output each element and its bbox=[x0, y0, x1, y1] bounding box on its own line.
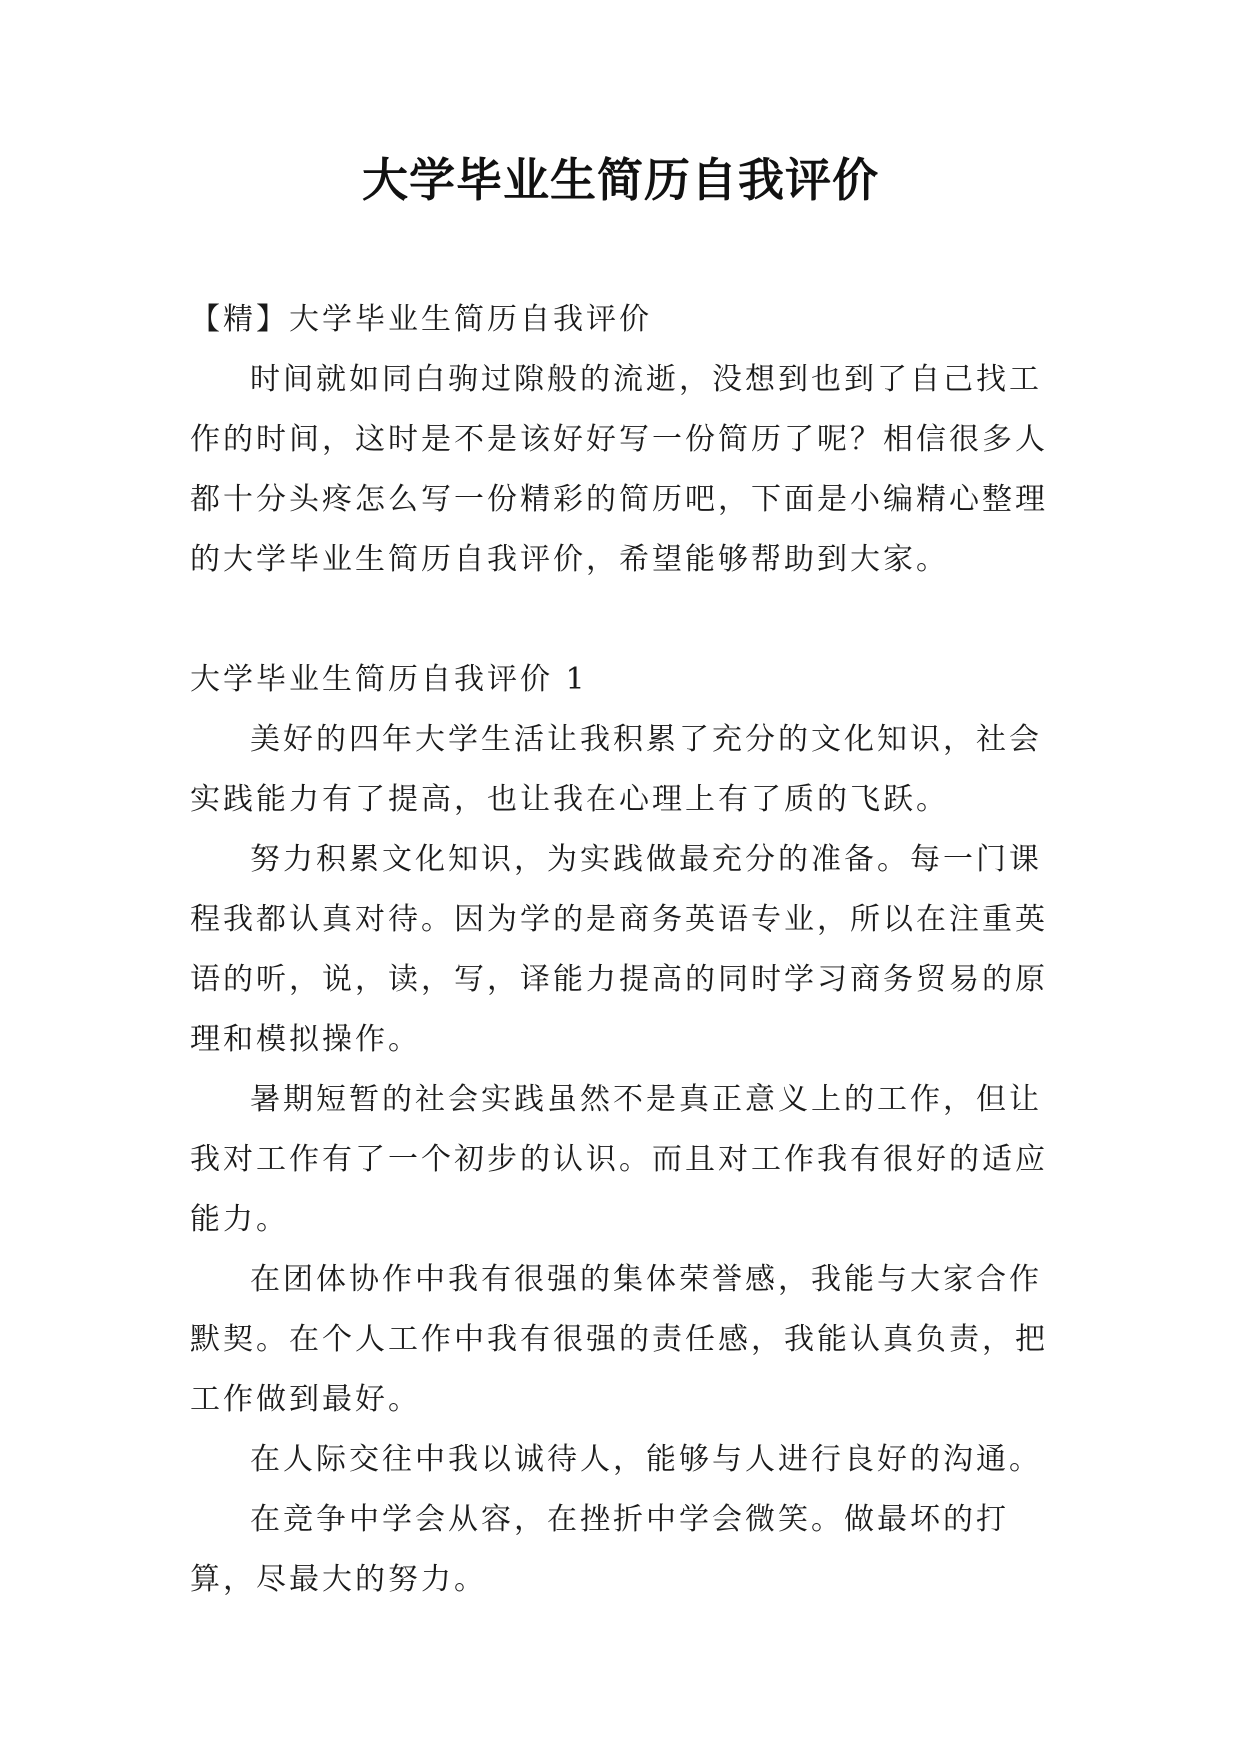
paragraph: 在竞争中学会从容，在挫折中学会微笑。做最坏的打算，尽最大的努力。 bbox=[190, 1502, 1009, 1597]
document-subtitle: 【精】大学毕业生简历自我评价 bbox=[190, 302, 652, 337]
document-title: 大学毕业生简历自我评价 bbox=[362, 153, 879, 207]
paragraph: 暑期短暂的社会实践虽然不是真正意义上的工作，但让我对工作有了一个初步的认识。而且对工作我有很好的适应能力。 bbox=[190, 1082, 1048, 1237]
paragraph: 美好的四年大学生活让我积累了充分的文化知识，社会实践能力有了提高，也让我在心理上有了质的飞跃。 bbox=[190, 722, 1042, 817]
intro-paragraph: 时间就如同白驹过隙般的流逝，没想到也到了自己找工作的时间，这时是不是该好好写一份简历了呢？相信很多人都十分头疼怎么写一份精彩的简历吧，下面是小编精心整理的大学毕业生简历自我评价，希望能够帮助到大家。 bbox=[190, 362, 1048, 577]
paragraph: 在团体协作中我有很强的集体荣誉感，我能与大家合作默契。在个人工作中我有很强的责任感，我能认真负责，把工作做到最好。 bbox=[190, 1262, 1048, 1417]
section-heading: 大学毕业生简历自我评价 1 bbox=[190, 662, 588, 697]
section-gap bbox=[190, 590, 1060, 650]
paragraph: 努力积累文化知识，为实践做最充分的准备。每一门课程我都认真对待。因为学的是商务英语专业，所以在注重英语的听，说，读，写，译能力提高的同时学习商务贸易的原理和模拟操作。 bbox=[190, 842, 1048, 1057]
document-body bbox=[190, 290, 1060, 1610]
paragraph: 在人际交往中我以诚待人，能够与人进行良好的沟通。 bbox=[250, 1442, 1042, 1477]
